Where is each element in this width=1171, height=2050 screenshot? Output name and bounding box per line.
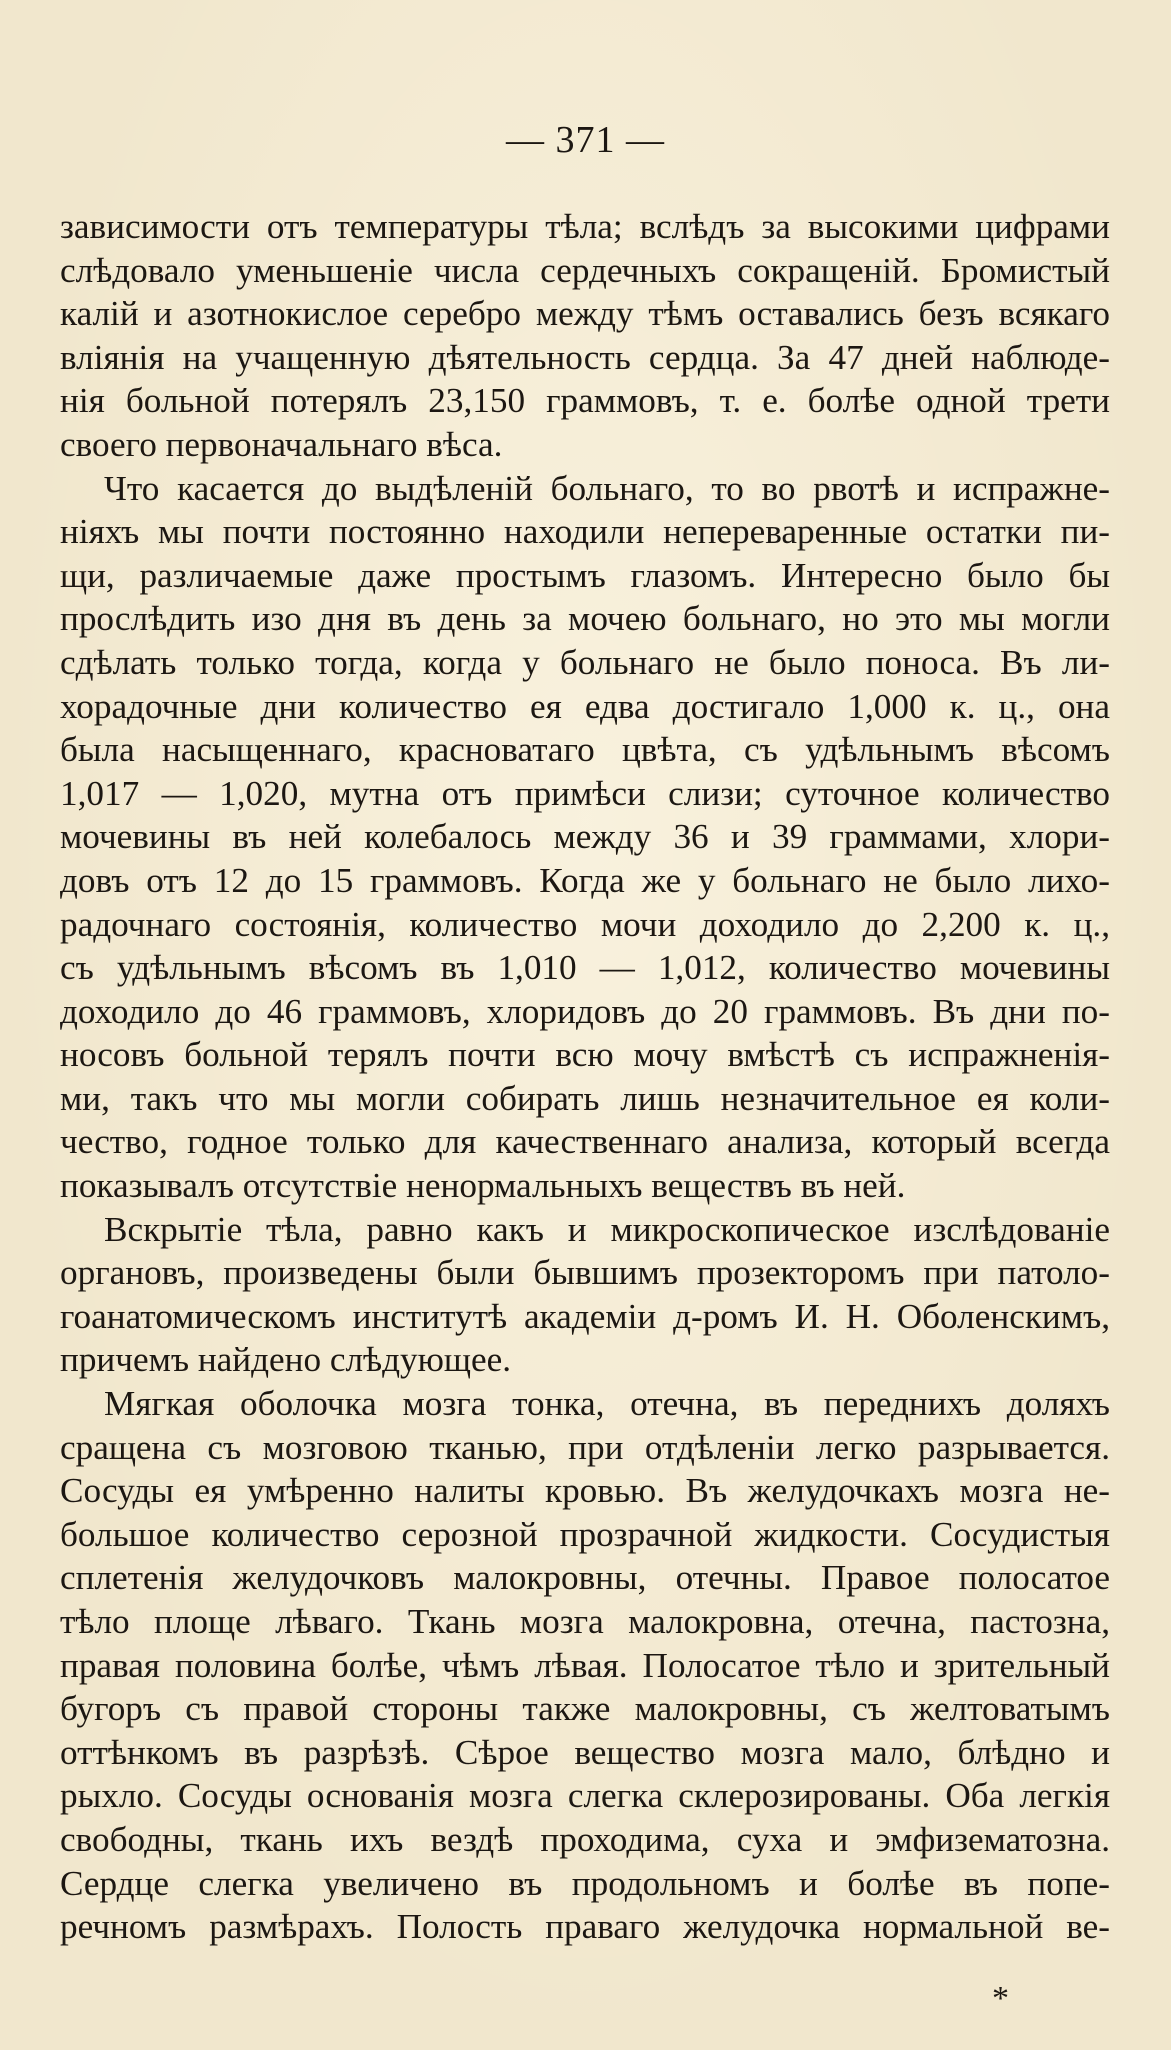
page-number: — 371 — (506, 119, 665, 161)
text-line: сращена съ мозговою тканью, при отдѣленіи легко разрывается. (60, 1427, 1110, 1467)
text-line: зависимости отъ температуры тѣла; вслѣдъ за высокими цифрами (60, 207, 1110, 246)
text-line: чество, годное только для качественнаго анализа, который всегда (60, 1122, 1110, 1162)
body-text (60, 205, 1110, 1949)
text-line: Сосуды ея умѣренно налиты кровью. Въ желудочкахъ мозга не- (60, 1471, 1110, 1511)
text-line: рыхло. Сосуды основанія мозга слегка склерозированы. Оба легкія (60, 1776, 1110, 1816)
text-line: вліянія на учащенную дѣятельность сердца. За 47 дней наблюде- (60, 337, 1110, 377)
text-line: бугоръ съ правой стороны также малокровны, съ желтоватымъ (60, 1689, 1110, 1729)
text-line: Вскрытіе тѣла, равно какъ и микроскопическое изслѣдованіе (104, 1209, 1110, 1249)
text-line: большое количество серозной прозрачной жидкости. Сосудистыя (60, 1514, 1110, 1554)
text-line: причемъ найдено слѣдующее. (60, 1340, 512, 1380)
text-line: Мягкая оболочка мозга тонка, отечна, въ переднихъ доляхъ (104, 1384, 1110, 1424)
text-line: нія больной потерялъ 23,150 граммовъ, т. е. болѣе одной трети (60, 381, 1110, 421)
text-line: мочевины въ ней колебалось между 36 и 39 граммами, хлори- (60, 817, 1110, 857)
text-line: показывалъ отсутствіе ненормальныхъ веществъ въ ней. (60, 1166, 906, 1206)
text-line: тѣло площе лѣваго. Ткань мозга малокровна, отечна, пастозна, (60, 1602, 1110, 1641)
text-line: Что касается до выдѣленій больнаго, то во рвотѣ и испражне- (104, 468, 1110, 508)
text-line: калій и азотнокислое серебро между тѣмъ оставались безъ всякаго (60, 294, 1110, 334)
text-line: органовъ, произведены были бывшимъ прозекторомъ при патоло- (60, 1253, 1110, 1293)
text-line: слѣдовало уменьшеніе числа сердечныхъ сокращеній. Бромистый (60, 250, 1110, 290)
text-line: своего первоначальнаго вѣса. (60, 424, 503, 464)
text-line: 1,017 — 1,020, мутна отъ примѣси слизи; суточное количество (60, 773, 1110, 813)
text-line: носовъ больной терялъ почти всю мочу вмѣстѣ съ испражненія- (60, 1035, 1110, 1075)
text-line: радочнаго состоянія, количество мочи доходило до 2,200 к. ц., (60, 904, 1110, 944)
text-line: прослѣдить изо дня въ день за мочею больнаго, но это мы могли (60, 599, 1110, 639)
text-line: съ удѣльнымъ вѣсомъ въ 1,010 — 1,012, количество мочевины (60, 948, 1110, 988)
text-line: Сердце слегка увеличено въ продольномъ и болѣе въ попе- (60, 1863, 1110, 1903)
text-line: доходило до 46 граммовъ, хлоридовъ до 20 граммовъ. Въ дни по- (60, 991, 1110, 1031)
text-line: довъ отъ 12 до 15 граммовъ. Когда же у больнаго не было лихо- (60, 860, 1110, 900)
text-line: была насыщеннаго, красноватаго цвѣта, съ удѣльнымъ вѣсомъ (60, 730, 1110, 770)
text-line: ми, такъ что мы могли собирать лишь незначительное ея коли- (60, 1078, 1110, 1118)
signature-mark: * (992, 1980, 1009, 2017)
text-line: сплетенія желудочковъ малокровны, отечны. Правое полосатое (60, 1558, 1110, 1598)
text-line: оттѣнкомъ въ разрѣзѣ. Сѣрое вещество мозга мало, блѣдно и (60, 1732, 1110, 1772)
text-line: сдѣлать только тогда, когда у больнаго не было поноса. Въ ли- (60, 642, 1110, 682)
text-line: гоанатомическомъ институтѣ академіи д-ромъ И. Н. Оболенскимъ, (60, 1296, 1110, 1336)
text-line: хорадочные дни количество ея едва достигало 1,000 к. ц., она (60, 686, 1110, 726)
text-line: щи, различаемые даже простымъ глазомъ. Интересно было бы (60, 555, 1110, 595)
text-line: правая половина болѣе, чѣмъ лѣвая. Полосатое тѣло и зрительный (60, 1645, 1110, 1685)
text-line: ніяхъ мы почти постоянно находили непереваренные остатки пи- (60, 512, 1110, 552)
text-line: речномъ размѣрахъ. Полость праваго желудочка нормальной ве- (60, 1907, 1110, 1947)
text-line: свободны, ткань ихъ вездѣ проходима, суха и эмфизематозна. (60, 1819, 1110, 1859)
